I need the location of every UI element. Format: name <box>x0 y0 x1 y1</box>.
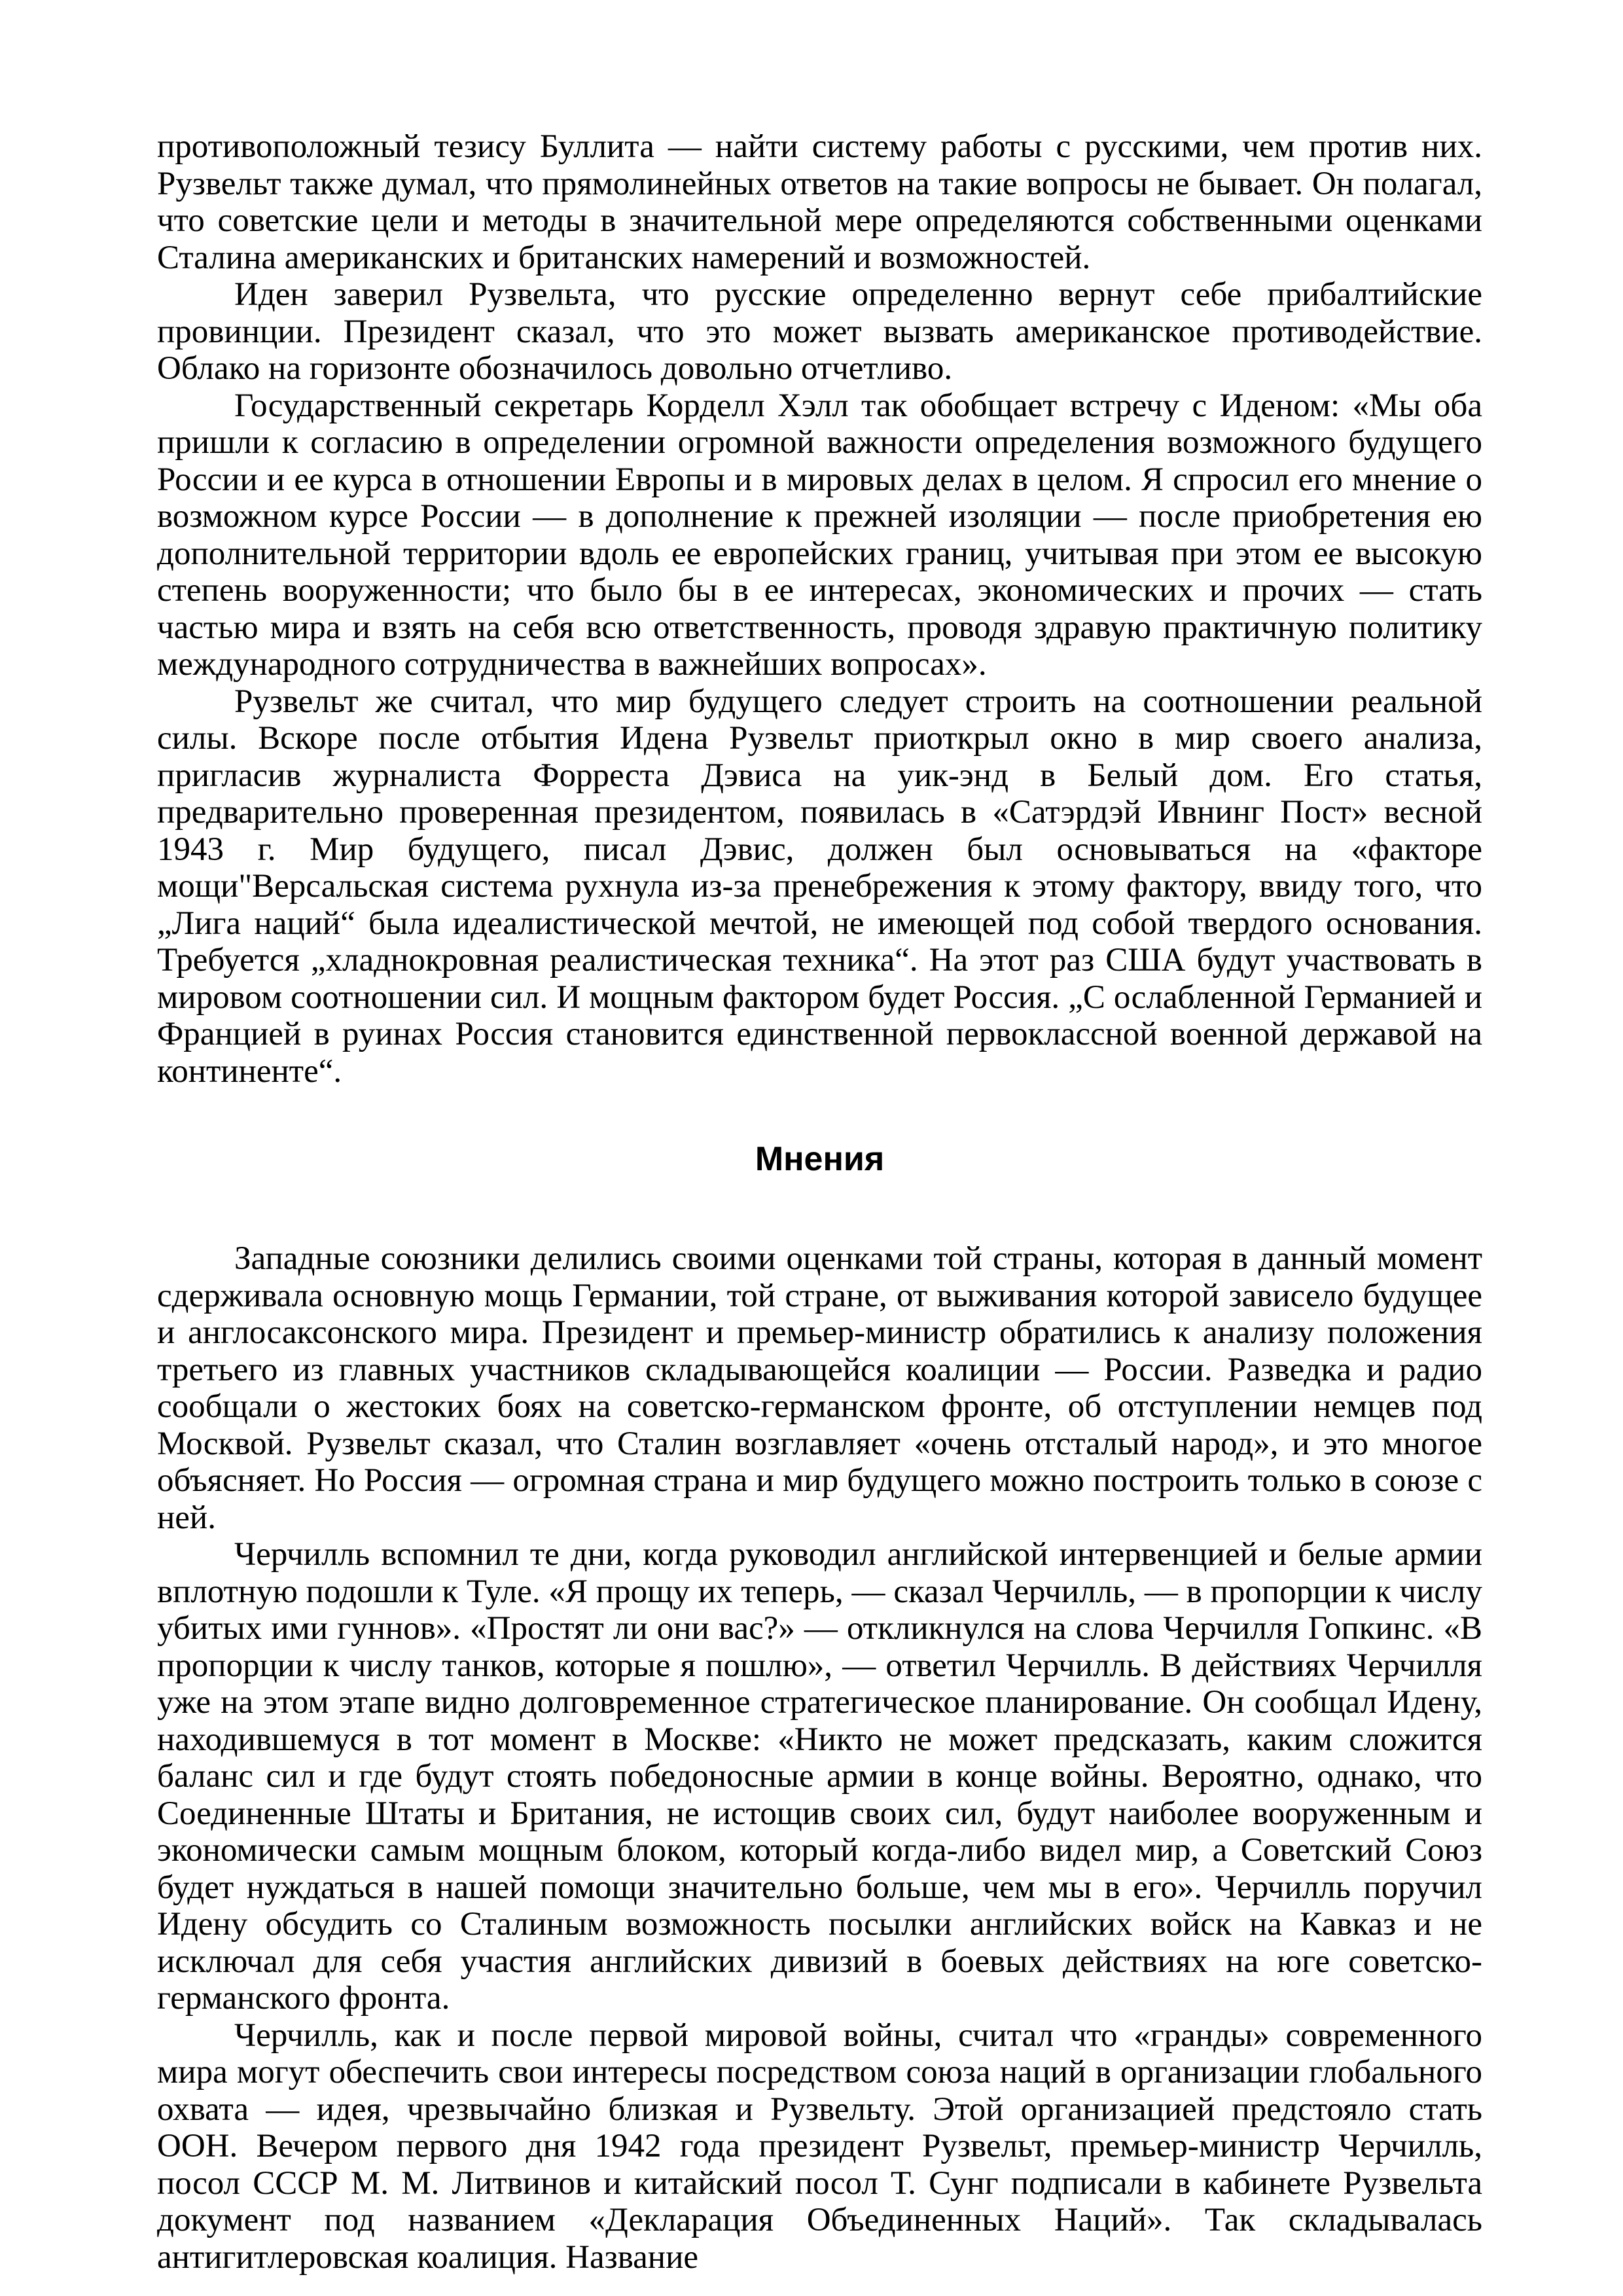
section-heading: Мнения <box>755 1140 885 1178</box>
paragraph-6: Черчилль вспомнил те дни, когда руководил английской интервенцией и белые армии вплотную подошли к Туле. «Я прощу их теперь, — сказал Черчилль, — в пропорции к числу убитых ими гуннов». «Простят ли они вас?» — откликнулся на слова Черчилля Гопкинс. «В пропорции к числу танков, которые я пошлю», — ответил Черчилль. В действиях Черчилля уже на этом этапе видно долговременное стратегическое планирование. Он сообщал Идену, находившемуся в тот момент в Москве: «Никто не может предсказать, каким сложится баланс сил и где будут стоять победоносные армии в конце войны. Вероятно, однако, что Соединенные Штаты и Британия, не истощив своих сил, будут наиболее вооруженным и экономически самым мощным блоком, который когда-либо видел мир, а Советский Союз будет нуждаться в нашей помощи значительно больше, чем мы в его». Черчилль поручил Идену обсудить со Сталиным возможность посылки английских войск на Кавказ и не исключал для себя участия английских дивизий в боевых действиях на юге советско-германского фронта. <box>157 1536 1482 2017</box>
paragraph-4: Рузвельт же считал, что мир будущего следует строить на соотношении реальной силы. Вскоре после отбытия Идена Рузвельт приоткрыл окно в мир своего анализа, пригласив журналиста Форреста Дэвиса на уик-энд в Белый дом. Его статья, предварительно проверенная президентом, появилась в «Сатэрдэй Ивнинг Пост» весной 1943 г. Мир будущего, писал Дэвис, должен был основываться на «факторе мощи"Версальская система рухнула из-за пренебрежения к этому фактору, ввиду того, что „Лига наций“ была идеалистической мечтой, не имеющей под собой твердого основания. Требуется „хладнокровная реалистическая техника“. На этот раз США будут участвовать в мировом соотношении сил. И мощным фактором будет Россия. „С ослабленной Германией и Францией в руинах Россия становится единственной первоклассной военной державой на континенте“. <box>157 683 1482 1090</box>
paragraph-3: Государственный секретарь Корделл Хэлл так обобщает встречу с Иденом: «Мы оба пришли к согласию в определении огромной важности определения возможного будущего России и ее курса в отношении Европы и в мировых делах в целом. Я спросил его мнение о возможном курсе России — в дополнение к прежней изоляции — после приобретения ею дополнительной территории вдоль ее европейских границ, учитывая при этом ее высокую степень вооруженности; что было бы в ее интересах, экономических и прочих — стать частью мира и взять на себя всю ответственность, проводя здравую практичную политику международного сотрудничества в важнейших вопросах». <box>157 387 1482 683</box>
document-page <box>157 128 1482 2276</box>
paragraph-1: противоположный тезису Буллита — найти систему работы с русскими, чем против них. Рузвельт также думал, что прямолинейных ответов на такие вопросы не бывает. Он полагал, что советские цели и методы в значительной мере определяются собственными оценками Сталина американских и британских намерений и возможностей. <box>157 128 1482 276</box>
paragraph-2: Иден заверил Рузвельта, что русские определенно вернут себе прибалтийские провинции. Президент сказал, что это может вызвать американское противодействие. Облако на горизонте обозначилось довольно отчетливо. <box>157 276 1482 387</box>
paragraph-7: Черчилль, как и после первой мировой войны, считал что «гранды» современного мира могут обеспечить свои интересы посредством союза наций в организации глобального охвата — идея, чрезвычайно близкая и Рузвельту. Этой организацией предстояло стать ООН. Вечером первого дня 1942 года президент Рузвельт, премьер-министр Черчилль, посол СССР М. М. Литвинов и китайский посол Т. Сунг подписали в кабинете Рузвельта документ под названием «Декларация Объединенных Наций». Так складывалась антигитлеровская коалиция. Название <box>157 2017 1482 2276</box>
paragraph-5: Западные союзники делились своими оценками той страны, которая в данный момент сдерживала основную мощь Германии, той стране, от выживания которой зависело будущее и англосаксонского мира. Президент и премьер-министр обратились к анализу положения третьего из главных участников складывающейся коалиции — России. Разведка и радио сообщали о жестоких боях на советско-германском фронте, об отступлении немцев под Москвой. Рузвельт сказал, что Сталин возглавляет «очень отсталый народ», и это многое объясняет. Но Россия — огромная страна и мир будущего можно построить только в союзе с ней. <box>157 1240 1482 1536</box>
